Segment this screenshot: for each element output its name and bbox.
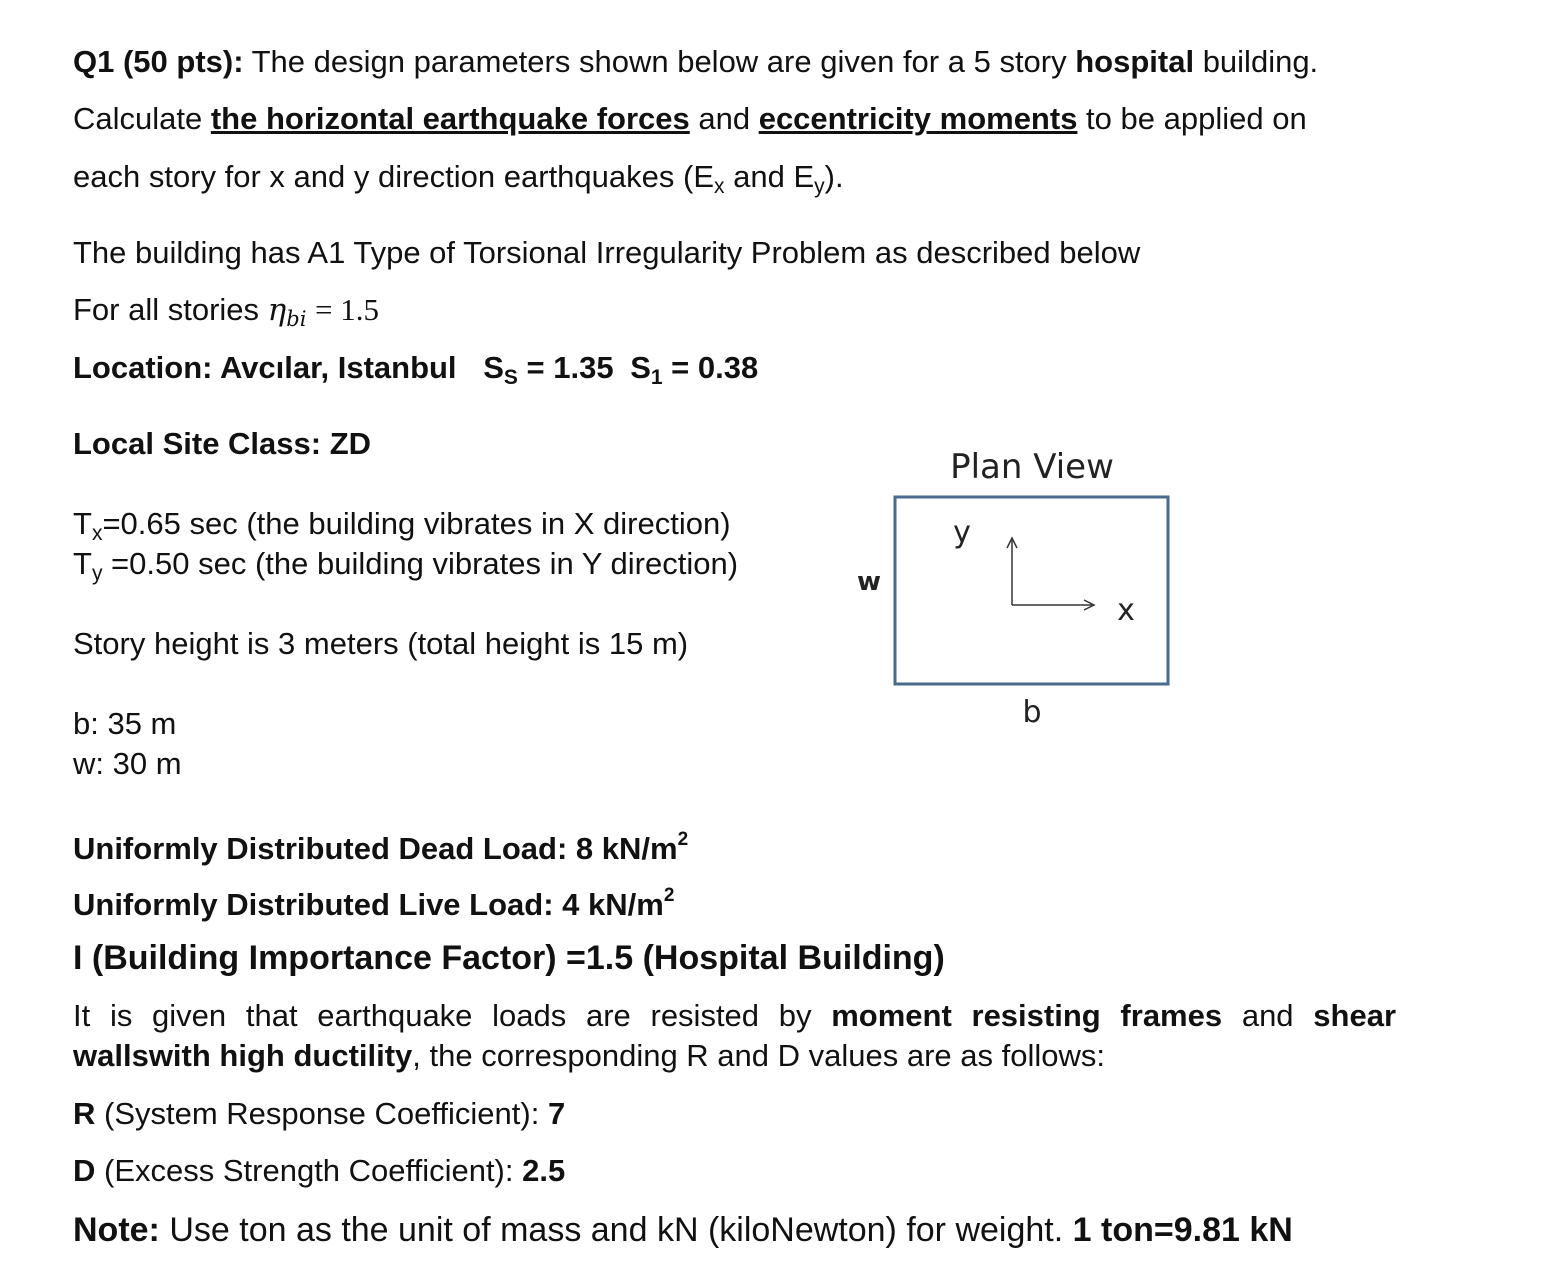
plan-view-diagram xyxy=(840,440,1200,740)
s1-value: = 0.38 xyxy=(662,350,759,385)
question-text: to be applied on xyxy=(1077,101,1307,136)
question-bold-hospital: hospital xyxy=(1075,44,1195,79)
story-height: Story height is 3 meters (total height is 15 m) xyxy=(73,626,689,661)
question-text: and E xyxy=(724,159,815,194)
system-bold-shear: shear xyxy=(1313,998,1397,1033)
question-text: and xyxy=(689,101,759,136)
eta-line xyxy=(73,292,379,337)
dead-load xyxy=(73,822,688,867)
live-load-superscript: 2 xyxy=(663,885,675,906)
question-label: Q1 (50 pts): xyxy=(73,44,244,79)
r-label: R xyxy=(73,1096,96,1131)
location-label: Location: Avcılar, Istanbul xyxy=(73,350,457,385)
d-label: D xyxy=(73,1153,96,1188)
tx-subscript: x xyxy=(91,522,103,545)
dead-load-text: Uniformly Distributed Dead Load: 8 kN/m xyxy=(73,831,678,866)
tx-text: =0.65 sec (the building vibrates in X direction) xyxy=(102,506,731,541)
site-class: Local Site Class: ZD xyxy=(73,426,372,461)
system-bold-frames: moment resisting frames xyxy=(831,998,1223,1033)
torsion-line: The building has A1 Type of Torsional Irregularity Problem as described below xyxy=(73,235,1141,270)
question-text: The design parameters shown below are given for a 5 story xyxy=(243,44,1076,79)
eta-value: = 1.5 xyxy=(315,292,380,327)
system-bold-walls: wallswith high ductility xyxy=(73,1038,413,1073)
system-text: and xyxy=(1222,998,1314,1033)
plan-view-title: Plan View xyxy=(950,447,1114,487)
r-coefficient xyxy=(73,1096,565,1132)
d-text: (Excess Strength Coefficient): xyxy=(95,1153,523,1188)
live-load xyxy=(73,878,674,923)
x-axis-label: x xyxy=(1117,593,1135,628)
underlined-eccentricity-moments: eccentricity moments xyxy=(758,101,1078,136)
dimension-w: w: 30 m xyxy=(73,746,182,781)
y-axis-label: y xyxy=(953,515,971,550)
system-text: , the corresponding R and D values are as follows: xyxy=(412,1038,1105,1073)
d-coefficient xyxy=(73,1153,565,1189)
d-value: 2.5 xyxy=(522,1153,566,1188)
question-text-end: building. xyxy=(1194,44,1319,79)
tx-symbol: T xyxy=(73,506,92,541)
system-text: It is given that earthquake loads are resisted by xyxy=(73,998,832,1033)
note-line xyxy=(73,1210,1293,1250)
s1-subscript: 1 xyxy=(650,366,663,389)
ss-symbol: S xyxy=(483,350,504,385)
question-line-3 xyxy=(73,159,844,205)
question-text: each story for x and y direction earthquakes (E xyxy=(73,159,714,194)
note-bold: 1 ton=9.81 kN xyxy=(1072,1211,1293,1249)
dimension-b: b: 35 m xyxy=(73,706,177,741)
r-value: 7 xyxy=(547,1096,566,1131)
ss-subscript: S xyxy=(503,366,518,389)
importance-factor: I (Building Importance Factor) =1.5 (Hospital Building) xyxy=(73,939,945,977)
period-y-line xyxy=(73,546,738,592)
ss-value: = 1.35 xyxy=(517,350,614,385)
length-label: b xyxy=(1022,695,1042,730)
system-line-1 xyxy=(73,996,1396,1036)
eta-subscript: bi xyxy=(286,307,307,331)
question-line-2 xyxy=(73,101,1307,137)
question-line-1 xyxy=(73,44,1318,80)
ty-symbol: T xyxy=(73,546,92,581)
system-line-2 xyxy=(73,1038,1105,1074)
s1-symbol: S xyxy=(630,350,651,385)
question-text: ). xyxy=(824,159,844,194)
location-line xyxy=(73,350,758,396)
eta-symbol: η xyxy=(267,292,287,328)
dead-load-superscript: 2 xyxy=(677,829,689,850)
plan-outline xyxy=(895,497,1168,684)
width-label: w xyxy=(856,567,882,597)
r-text: (System Response Coefficient): xyxy=(95,1096,548,1131)
underlined-earthquake-forces: the horizontal earthquake forces xyxy=(210,101,690,136)
live-load-text: Uniformly Distributed Live Load: 4 kN/m xyxy=(73,887,664,922)
eta-text: For all stories xyxy=(73,292,268,327)
note-label: Note: xyxy=(73,1211,160,1249)
ty-subscript: y xyxy=(91,562,103,585)
question-text: Calculate xyxy=(73,101,211,136)
ty-text: =0.50 sec (the building vibrates in Y direction) xyxy=(102,546,739,581)
subscript-y: y xyxy=(814,175,825,198)
note-text: Use ton as the unit of mass and kN (kiloNewton) for weight. xyxy=(159,1211,1073,1249)
subscript-x: x xyxy=(714,175,725,198)
